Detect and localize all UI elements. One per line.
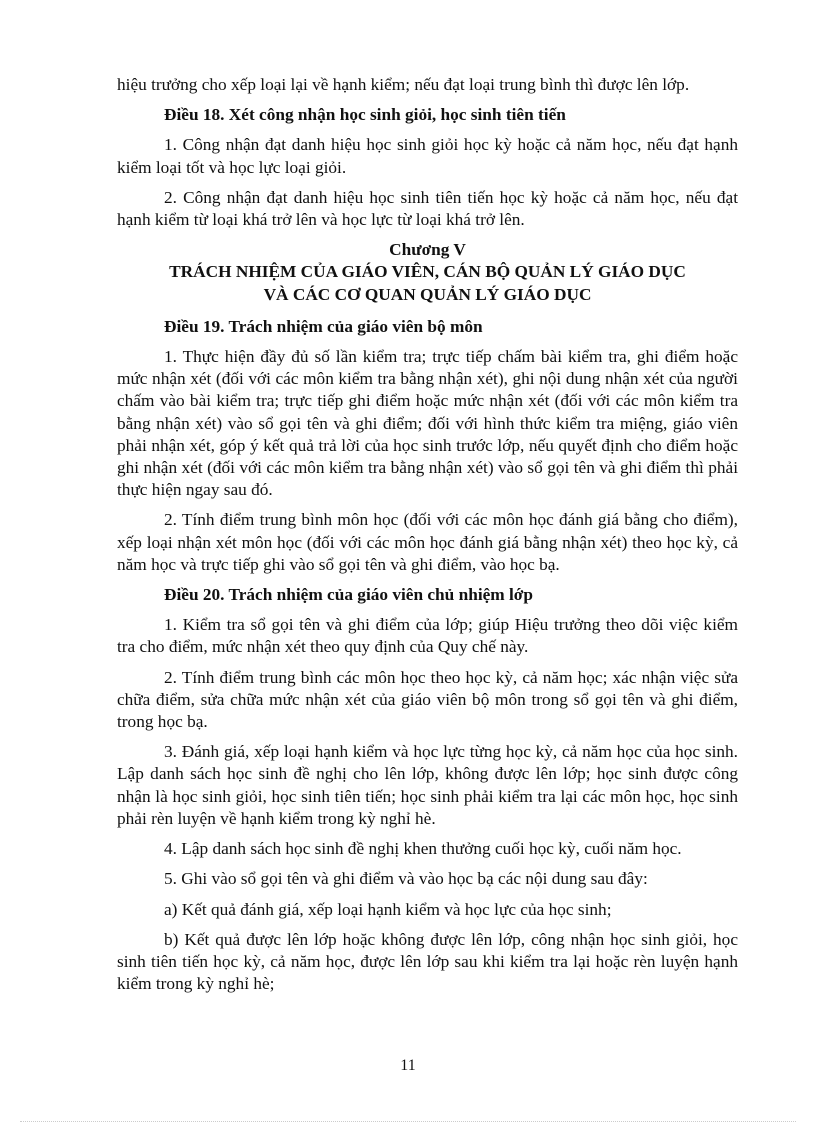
article-18-item-2: 2. Công nhận đạt danh hiệu học sinh tiên tiến học kỳ hoặc cả năm học, nếu đạt hạnh kiểm từ loại khá trở lên và học lực từ loại khá trở lên. xyxy=(117,187,738,230)
article-18-item-1: 1. Công nhận đạt danh hiệu học sinh giỏi học kỳ hoặc cả năm học, nếu đạt hạnh kiểm loại tốt và học lực loại giỏi. xyxy=(117,135,738,177)
article-19-item-1: 1. Thực hiện đầy đủ số lần kiểm tra; trực tiếp chấm bài kiểm tra, ghi điểm hoặc mức nhận xét (đối với các môn kiểm tra bằng nhận xét), ghi nội dung nhận xét của người chấm vào bài kiểm tra; trực tiếp ghi điểm hoặc mức nhận xét (đối với các môn kiểm tra bằng nhận xét) vào sổ gọi tên và ghi điểm; đối với hình thức kiểm tra miệng, giáo viên phải nhận xét, góp ý kết quả trả lời của học sinh trước lớp, nếu quyết định cho điểm hoặc ghi nhận xét (đối với các môn kiểm tra bằng nhận xét) vào sổ gọi tên và ghi điểm thì phải thực hiện ngay sau đó. xyxy=(117,347,738,500)
article-18-heading: Điều 18. Xét công nhận học sinh giỏi, học sinh tiên tiến xyxy=(164,105,566,125)
chapter-title-line-1: TRÁCH NHIỆM CỦA GIÁO VIÊN, CÁN BỘ QUẢN LÝ GIÁO DỤC xyxy=(169,262,686,282)
article-20-item-5a: a) Kết quả đánh giá, xếp loại hạnh kiểm và học lực của học sinh; xyxy=(164,899,612,919)
continuation-paragraph: hiệu trưởng cho xếp loại lại về hạnh kiểm; nếu đạt loại trung bình thì được lên lớp. xyxy=(117,75,690,94)
chapter-title-line-2: VÀ CÁC CƠ QUAN QUẢN LÝ GIÁO DỤC xyxy=(263,284,592,304)
article-20-item-1: 1. Kiểm tra sổ gọi tên và ghi điểm của lớp; giúp Hiệu trưởng theo dõi việc kiểm tra cho điểm, mức nhận xét theo quy định của Quy chế này. xyxy=(117,615,738,657)
article-20-heading: Điều 20. Trách nhiệm của giáo viên chủ nhiệm lớp xyxy=(164,585,533,605)
article-20-item-3: 3. Đánh giá, xếp loại hạnh kiểm và học lực từng học kỳ, cả năm học của học sinh. Lập danh sách học sinh đề nghị cho lên lớp, không được lên lớp; học sinh được công nhận là học sinh giỏi, học sinh tiên tiến; học sinh phải kiểm tra lại các môn học, học sinh phải rèn luyện về hạnh kiểm trong kỳ nghỉ hè. xyxy=(117,742,738,828)
article-20-item-5b: b) Kết quả được lên lớp hoặc không được lên lớp, công nhận học sinh giỏi, học sinh tiên tiến học kỳ, cả năm học, được lên lớp sau khi kiểm tra lại hoặc rèn luyện hạnh kiểm trong kỳ nghỉ hè; xyxy=(117,929,738,994)
page-bottom-divider xyxy=(20,1121,796,1122)
article-20-item-2: 2. Tính điểm trung bình các môn học theo học kỳ, cả năm học; xác nhận việc sửa chữa điểm, sửa chữa mức nhận xét của giáo viên bộ môn trong sổ gọi tên và ghi điểm, trong học bạ. xyxy=(117,667,738,732)
chapter-heading xyxy=(117,239,738,306)
article-20-item-5: 5. Ghi vào sổ gọi tên và ghi điểm và vào học bạ các nội dung sau đây: xyxy=(164,869,648,889)
article-19-item-2: 2. Tính điểm trung bình môn học (đối với các môn học đánh giá bằng cho điểm), xếp loại nhận xét môn học (đối với các môn học đánh giá bằng nhận xét) theo học kỳ, cả năm học và trực tiếp ghi vào sổ gọi tên và ghi điểm, vào học bạ. xyxy=(117,510,738,574)
chapter-number: Chương V xyxy=(389,240,466,260)
article-19-heading: Điều 19. Trách nhiệm của giáo viên bộ môn xyxy=(164,316,483,336)
page-number: 11 xyxy=(400,1057,416,1074)
article-20-item-4: 4. Lập danh sách học sinh đề nghị khen thưởng cuối học kỳ, cuối năm học. xyxy=(164,839,682,859)
document-body xyxy=(117,74,738,1003)
